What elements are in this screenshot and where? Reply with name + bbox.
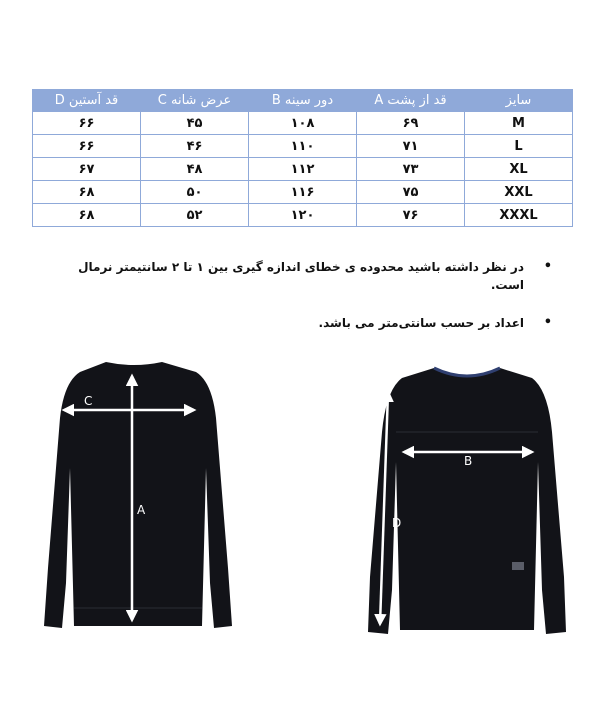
table-header-row — [33, 90, 573, 112]
sweatshirt-front-diagram — [356, 362, 578, 642]
table-row — [33, 158, 573, 181]
cell-shoulder: ۴۸ — [141, 158, 249, 181]
cell-back-length: ۷۶ — [357, 204, 465, 227]
note-item — [72, 314, 552, 332]
note-text: در نظر داشته باشید محدوده ی خطای اندازه گیری بین ۱ تا ۲ سانتیمتر نرمال است. — [78, 260, 524, 292]
header-size: سایز — [465, 90, 573, 112]
cell-shoulder: ۴۶ — [141, 135, 249, 158]
header-sleeve-length: قد آستین D — [33, 90, 141, 112]
label-c: C — [84, 394, 93, 408]
size-chart-table — [32, 89, 573, 227]
sweatshirt-front-body — [368, 368, 566, 634]
cell-chest: ۱۲۰ — [249, 204, 357, 227]
header-shoulder-width: عرض شانه C — [141, 90, 249, 112]
note-item — [72, 258, 552, 294]
cell-sleeve: ۶۸ — [33, 181, 141, 204]
bullet-icon: • — [543, 315, 552, 330]
cell-back-length: ۷۵ — [357, 181, 465, 204]
cell-size: XXXL — [465, 204, 573, 227]
brand-patch — [512, 562, 524, 570]
bullet-icon: • — [543, 259, 552, 274]
cell-sleeve: ۶۶ — [33, 135, 141, 158]
label-d: D — [392, 516, 402, 530]
cell-chest: ۱۰۸ — [249, 112, 357, 135]
cell-sleeve: ۶۷ — [33, 158, 141, 181]
header-back-length: قد از پشت A — [357, 90, 465, 112]
cell-chest: ۱۱۰ — [249, 135, 357, 158]
cell-size: L — [465, 135, 573, 158]
notes-list — [72, 258, 552, 352]
table-row — [33, 204, 573, 227]
cell-back-length: ۶۹ — [357, 112, 465, 135]
cell-size: XXL — [465, 181, 573, 204]
label-b: B — [464, 454, 473, 468]
cell-sleeve: ۶۸ — [33, 204, 141, 227]
table-row — [33, 112, 573, 135]
cell-size: M — [465, 112, 573, 135]
cell-size: XL — [465, 158, 573, 181]
note-text: اعداد بر حسب سانتی‌متر می باشد. — [318, 316, 524, 330]
cell-sleeve: ۶۶ — [33, 112, 141, 135]
header-chest: دور سینه B — [249, 90, 357, 112]
sweatshirt-back-diagram — [34, 358, 244, 636]
sweatshirt-back-body — [44, 362, 232, 628]
table-row — [33, 181, 573, 204]
cell-shoulder: ۴۵ — [141, 112, 249, 135]
cell-chest: ۱۱۶ — [249, 181, 357, 204]
label-a: A — [137, 503, 146, 517]
cell-back-length: ۷۱ — [357, 135, 465, 158]
cell-back-length: ۷۳ — [357, 158, 465, 181]
cell-shoulder: ۵۰ — [141, 181, 249, 204]
table-row — [33, 135, 573, 158]
cell-chest: ۱۱۲ — [249, 158, 357, 181]
cell-shoulder: ۵۲ — [141, 204, 249, 227]
